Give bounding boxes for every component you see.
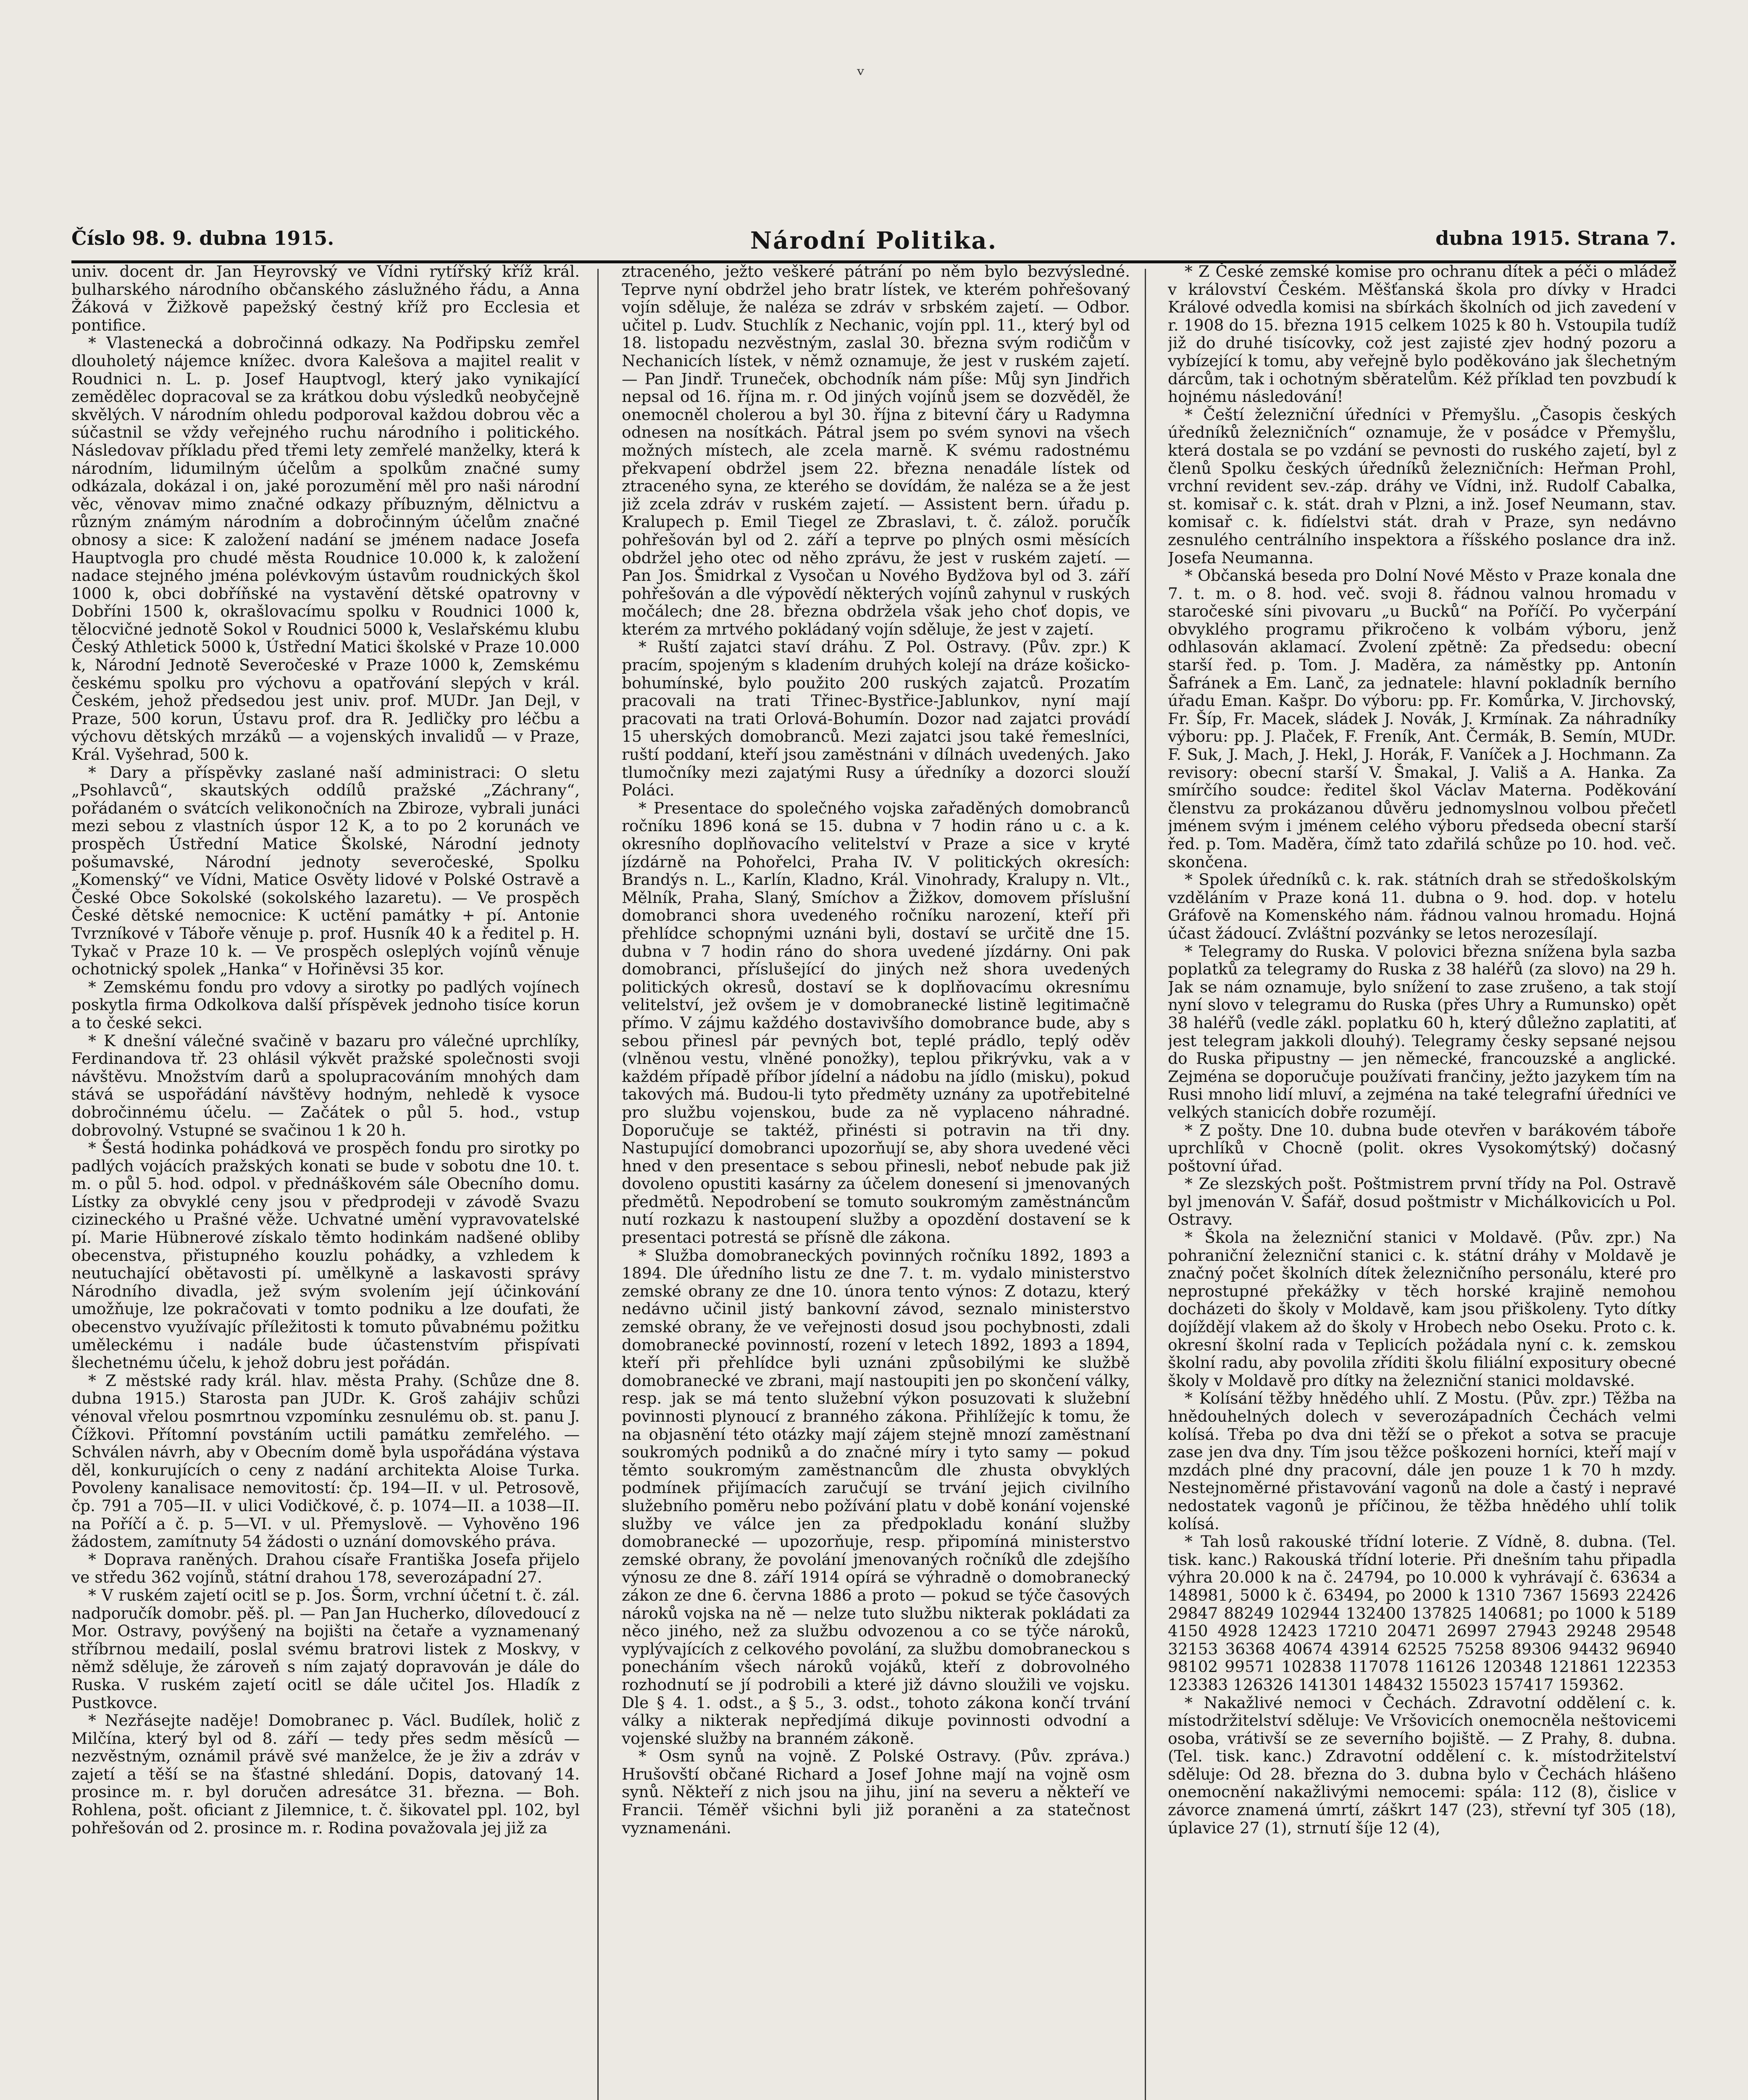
article-paragraph: * Služba domobraneckých povinných ročníku 1892, 1893 a 1894. Dle úředního listu ze dne 7. t. m. vydalo ministerstvo zemské obrany ze dne 10. února tento výnos: Z dotazu, který nedávno učinil jistý bankovní závod, seznalo ministerstvo zemské obrany, že ve veřejnosti dosud jsou pochybnosti, zdali domobranecké povinností, rození v letech 1892, 1893 a 1894, kteří při přehlídce byli uznáni způsobilými ke službě domobranecké ve zbrani, mají nastoupiti jen po skončení války, resp. jak se má tento služební výkon posuzovati k služební povinnosti plynoucí z branného zákona. Přihlížejíc k tomu, že na objasnění této otázky mají zájem stejně mnozí zaměstnaní soukromých podniků a do značné míry i tyto samy — pokud těmto soukromým zaměstnancům dle zhusta obvyklých podmínek přijímacích zaručují se trvání jejich civilního služebního poměru nebo požívání platu v době konání vojenské služby ve válce jen za předpokladu konání služby domobranecké — upozorňuje, resp. připomíná ministerstvo zemské obrany, že povolání jmenovaných ročníků dle zdejšího výnosu ze dne 8. září 1914 opírá se výhradně o domobranecký zákon ze dne 6. června 1886 a proto — pokud se týče časových nároků vojska na ně — nelze tuto službu nikterak pokládati za něco jiného, než za službu odvozenou a co se týče nároků, vyplývajících z celkového povolání, za službu domobraneckou s ponecháním všech nároků vojáků, kteří z dobrovolného rozhodnutí se jí podrobili a které již dávno sloužili ve vojsku. Dle § 4. 1. odst., a § 5., 3. odst., tohoto zákona končí trvání války a nikterak nepředjímá dikuje povinnosti odvodní a vojenské služby na branném zákoně. [622, 1246, 1130, 1748]
article-paragraph: * Z pošty. Dne 10. dubna bude otevřen v barákovém táboře uprchlíků v Chocně (polit. okres Vysokomýtský) dočasný poštovní úřad. [1168, 1121, 1676, 1175]
column-divider [597, 269, 599, 2100]
article-paragraph: * Šestá hodinka pohádková ve prospěch fondu pro sirotky po padlých vojácích pražských konati se bude v sobotu dne 10. t. m. o půl 5. hod. odpol. v přednáškovém sále Obecního domu. Lístky za obvyklé ceny jsou v předprodeji v závodě Svazu cizineckého u Prašné věže. Uchvatné umění vypravovatelské pí. Marie Hübnerové získalo těmto hodinkám nadšené obliby obecenstva, přistupného kouzlu pohádky, a vzhledem k neutuchající obětavosti pí. umělkyně a laskavosti správy Národního divadla, jež svým svolením její účinkování umožňuje, lze pokračovati v tomto podniku a lze doufati, že obecenstvo využívajíc příležitosti k tomuto půvabnému požitku uměleckému i nadále bude účastenstvím přispívati šlechetnému účelu, k jehož dobru jest pořádán. [71, 1139, 580, 1372]
masthead-title: Národní Politika. [750, 227, 998, 255]
article-paragraph: univ. docent dr. Jan Heyrovský ve Vídni rytířský kříž král. bulharského národního občanského záslužného řádu, a Anna Žáková v Žižkově papežský čestný kříž pro Ecclesia et pontifice. [71, 262, 580, 334]
article-paragraph: * Dary a příspěvky zaslané naší administraci: O sletu „Psohlavců“, skautských oddílů pražské „Záchrany“, pořádaném o svátcích velikonočních na Zbiroze, vybrali junáci mezi sebou z vlastních úspor 12 K, a to po 2 korunách ve prospěch Ústřední Matice Školské, Národní jednoty pošumavské, Národní jednoty severočeské, Spolku „Komenský“ ve Vídni, Matice Osvěty lidové v Polské Ostravě a České Obce Sokolské (sokolského lazaretu). — Ve prospěch České dětské nemocnice: K uctění památky + pí. Antonie Tvrzníkové v Táboře věnuje p. prof. Husník 40 k a ředitel p. H. Tykač v Praze 10 k. — Ve prospěch osleplých vojínů věnuje ochotnický spolek „Hanka“ v Hořiněvsi 35 kor. [71, 763, 580, 979]
scan-mark: ᵛ [857, 63, 865, 87]
article-paragraph: * Nakažlivé nemoci v Čechách. Zdravotní oddělení c. k. místodržitelství sděluje: Ve Vršovicích onemocněla neštovicemi osoba, vrátivší se ze severního bojiště. — Z Prahy, 8. dubna. (Tel. tisk. kanc.) Zdravotní oddělení c. k. místodržitelství sděluje: Od 28. března do 3. dubna bylo v Čechách hlášeno onemocnění nakažlivými nemocemi: spála: 112 (8), čislice v závorce znamená úmrtí, záškrt 147 (23), střevní tyf 305 (18), úplavice 27 (1), strnutí šíje 12 (4), [1168, 1693, 1676, 1837]
page-number: dubna 1915. Strana 7. [1435, 227, 1676, 249]
article-paragraph: * Osm synů na vojně. Z Polské Ostravy. (Pův. zpráva.) Hrušovští občané Richard a Josef Johne mají na vojně osm synů. Někteří z nich jsou na jihu, jiní na severu a někteří ve Francii. Téměř všichni byli již poraněni a za statečnost vyznamenáni. [622, 1747, 1130, 1837]
article-paragraph: * Ze slezských pošt. Poštmistrem první třídy na Pol. Ostravě byl jmenován V. Šafář, dosud poštmistr v Michálkovicích u Pol. Ostravy. [1168, 1174, 1676, 1229]
article-paragraph: * Ruští zajatci staví dráhu. Z Pol. Ostravy. (Pův. zpr.) K pracím, spojeným s kladením druhých kolejí na dráze košicko-bohumínské, bylo použito 200 ruských zajatců. Prozatím pracovali na trati Třinec-Bystřice-Jablunkov, nyní mají pracovati na trati Orlová-Bohumín. Dozor nad zajatci provádí 15 uherských domobranců. Mezi zajatci jsou také řemeslníci, ruští poddaní, kteří jsou zaměstnáni v dílnách uvedených. Jako tlumočníky mezi zajatými Rusy a úředníky a dozorci slouží Poláci. [622, 638, 1130, 800]
article-paragraph: * Škola na železniční stanici v Moldavě. (Pův. zpr.) Na pohraniční železniční stanici c. k. státní dráhy v Moldavě je značný počet školních dítek železničního personálu, které pro neprostupné překážky v těch horské krajině nemohou docházeti do školy v Moldavě, kam jsou přiškoleny. Tyto dítky dojíždějí vlakem až do školy v Hrobech nebo Oseku. Proto c. k. okresní školní rada v Teplicích požádala nyní c. k. zemskou školní radu, aby povolila zříditi školu filiální expositury obecné školy v Moldavě pro dítky na železniční stanici moldavské. [1168, 1228, 1676, 1390]
article-paragraph: * Nezřásejte naděje! Domobranec p. Václ. Budílek, holič z Milčína, který byl od 8. září — tedy přes sedm měsíců — nezvěstným, oznámil právě své manželce, že je živ a zdráv v zajetí a těší se na šťastné shledání. Dopis, datovaný 14. prosince m. r. byl doručen adresátce 31. března. — Boh. Rohlena, pošt. oficiant z Jilemnice, t. č. šikovatel ppl. 102, byl pohřešován od 2. prosince m. r. Rodina považovala jej již za [71, 1711, 580, 1837]
article-paragraph: * Telegramy do Ruska. V polovici března snížena byla sazba poplatků za telegramy do Ruska z 38 haléřů (za slovo) na 29 h. Jak se nám oznamuje, bylo snížení to zase zrušeno, a tak stojí nyní slovo v telegramu do Ruska (přes Uhry a Rumunsko) opět 38 haléřů (vedle zákl. poplatku 60 h, který důležno zaplatiti, ať jest telegram jakkoli dlouhý). Telegramy česky sepsané nejsou do Ruska připustny — jen německé, francouzské a anglické. Zejména se doporučuje používati frančiny, ježto jazykem tím na Rusi mnoho lidí mluví, a zejména na také telegrafní úředníci ve velkých stanicích dobře rozumějí. [1168, 942, 1676, 1121]
page-header [71, 227, 1676, 263]
article-paragraph: * Tah losů rakouské třídní loterie. Z Vídně, 8. dubna. (Tel. tisk. kanc.) Rakouská třídní loterie. Při dnešním tahu připadla výhra 20.000 k na č. 24794, po 10.000 k vyhrávají č. 63634 a 148981, 5000 k č. 63494, po 2000 k 1310 7367 15693 22426 29847 88249 102944 132400 137825 140681; po 1000 k 5189 4150 4928 12423 17210 20471 26997 27943 29248 29548 32153 36368 40674 43914 62525 75258 89306 94432 96940 98102 99571 102838 117078 116126 120348 121861 122353 123383 126326 141301 148432 155023 157417 159362. [1168, 1532, 1676, 1694]
column-divider [1145, 269, 1146, 2100]
issue-number: Číslo 98. 9. dubna 1915. [71, 227, 334, 249]
article-paragraph: * Zemskému fondu pro vdovy a sirotky po padlých vojínech poskytla firma Odkolkova další příspěvek jednoho tisíce korun a to české sekci. [71, 977, 580, 1032]
article-paragraph: * Doprava raněných. Drahou císaře Františka Josefa přijelo ve středu 362 vojínů, státní drahou 178, severozápadní 27. [71, 1550, 580, 1587]
article-column-2 [622, 262, 1130, 2100]
article-paragraph: * K dnešní válečné svačině v bazaru pro válečné uprchlíky, Ferdinandova tř. 23 ohlásil výkvět pražské společnosti svoji návštěvu. Množstvím darů a spolupracováním mnohých dam stává se uspořádání návštěvy hodným, nehledě k vysoce dobročinnému účelu. — Začátek o půl 5. hod., vstup dobrovolný. Vstupné se svačinou 1 k 20 h. [71, 1031, 580, 1139]
article-column-1 [71, 262, 580, 2100]
article-column-3 [1168, 262, 1676, 2100]
article-paragraph: * Presentace do společného vojska zařaděných domobranců ročníku 1896 koná se 15. dubna v 7 hodin ráno u c. a k. okresního doplňovacího velitelství v Praze a sice v kryté jízdárně na Pohořelci, Praha IV. V politických okresích: Brandýs n. L., Karlín, Kladno, Král. Vinohrady, Kralupy n. Vlt., Mělník, Praha, Slaný, Smíchov a Žižkov, domovem příslušní domobranci shora uvedeného ročníku narození, kteří při přehlídce schopnými uznáni byli, dostaví se určitě dne 15. dubna v 7 hodin ráno do shora uvedené jízdárny. Oni pak domobranci, příslušející do jiných než shora uvedených politických okresů, dostaví se k doplňovacímu okresnímu velitelství, jež ovšem je v domobranecké listině legitimačně přímo. V zájmu každého dostavivšího domobrance bude, aby s sebou přinesl pár pevných bot, teplé prádlo, teplý oděv (vlněnou vestu, vlněné ponožky), teplou přikrývku, vak a v každém případě příbor jídelní a nádobu na jídlo (misku), pokud takových má. Budou-li tyto předměty uznány za upotřebitelné pro službu vojenskou, bude za ně vyplaceno náhradné. Doporučuje se taktéž, přinésti si potravin na tři dny. Nastupující domobranci upozorňují se, aby shora uvedené věci hned v den presentace s sebou přinesli, neboť nebude pak již dovoleno opustiti kasárny za účelem donesení si jmenovaných předmětů. Nepodrobení se tomuto soukromým zaměstnáncům nutí rozkazu k nastoupení služby a opozdění dostavení se k presentaci potrestá se přísně dle zákona. [622, 798, 1130, 1247]
article-paragraph: * Vlastenecká a dobročinná odkazy. Na Podřipsku zemřel dlouholetý nájemce knížec. dvora Kalešova a majitel realit v Roudnici n. L. p. Josef Hauptvogl, který jako vynikající zemědělec dopracoval se za krátkou dobu výsledků neobyčejně skvělých. V národním ohledu podporoval každou dobrou věc a súčastnil se vždy veřejného ruchu národního i politického. Následovav příkladu před třemi lety zemřelé manželky, která k národním, lidumilným účelům a spolkům značné sumy odkázala, dokázal i on, jaké porozumění měl pro naši národní věc, věnovav mimo značné odkazy příbuzným, dělnictvu a různým známým národním a dobročinným účelům značné obnosy a sice: K založení nadání se jménem nadace Josefa Hauptvogla pro chudé města Roudnice 10.000 k, k založení nadace stejného jména polévkovým ústavům roudnických škol 1000 k, obci dobříňské na vystavění dětské opatrovny v Dobříni 1500 k, okrašlovacímu spolku v Roudnici 1000 k, tělocvičné jednotě Sokol v Roudnici 5000 k, Veslařskému klubu Český Athletick 5000 k, Ústřední Matici školské v Praze 10.000 k, Národní Jednotě Severočeské v Praze 1000 k, Zemskému českému spolku pro výchovu a opatřování slepých v král. Českém, jehož předsedou jest univ. prof. MUDr. Jan Dejl, v Praze, 500 korun, Ústavu prof. dra R. Jedličky pro léčbu a výchovu dětských mrzáků — a vojenských invalidů — v Praze, Král. Vyšehrad, 500 k. [71, 333, 580, 764]
article-paragraph: * Kolísání těžby hnědého uhlí. Z Mostu. (Pův. zpr.) Těžba na hnědouhelných dolech v severozápadních Čechách velmi kolísá. Třeba po dva dni těží se o překot a sotva se pracuje zase jen dva dny. Tím jsou těžce poškozeni horníci, kteří mají v mzdách plné dny pracovní, dále jen pouze 1 k 70 h mzdy. Nestejnoměrné přistavování vagonů na dole a častý i nepravé nedostatek vagonů je příčinou, že těžba hnědého uhlí tolik kolísá. [1168, 1389, 1676, 1533]
article-paragraph: * Čeští železniční úředníci v Přemyšlu. „Časopis českých úředníků železničních“ oznamuje, že v posádce v Přemyšlu, která dostala se po vzdání se pevnosti do ruského zajetí, byl z členů Spolku českých úředníků železničních: Heřman Prohl, vrchní revident sev.-záp. dráhy ve Vídni, inž. Rudolf Cabalka, st. komisař c. k. stát. drah v Plzni, a inž. Josef Neumann, stav. komisař c. k. fidíelstvi stát. drah v Praze, syn nedávno zesnulého centrálního inspektora a říšského poslance dra inž. Josefa Neumanna. [1168, 405, 1676, 567]
article-paragraph: * Z České zemské komise pro ochranu dítek a péči o mládež v království Českém. Měšťanská škola pro dívky v Hradci Králové odvedla komisi na sbírkách školních od jich zavedení v r. 1908 do 15. března 1915 celkem 1025 k 80 h. Vstoupila tudíž již do druhé tisícovky, což jest zajisté zjev hodný pozoru a vybízející k tomu, aby veřejně bylo poděkováno jak šlechetným dárcům, tak i ochotným sběratelům. Kéž příklad ten povzbudí k hojnému následování! [1168, 262, 1676, 406]
article-paragraph: * V ruském zajetí ocitl se p. Jos. Šorm, vrchní účetní t. č. zál. nadporučík domobr. pěš. pl. — Pan Jan Hucherko, dílovedoucí z Mor. Ostravy, povýšený na bojišti na četaře a vyznamenaný stříbrnou medailí, poslal svému bratrovi listek z Moskvy, v němž sděluje, že zároveň s ním zajatý dopravován je dále do Ruska. V ruském zajetí ocitl se dále učitel Jos. Hladík z Pustkovce. [71, 1586, 580, 1712]
article-paragraph: * Spolek úředníků c. k. rak. státních drah se středoškolským vzděláním v Praze koná 11. dubna o 9. hod. dop. v hotelu Gráfově na Komenského nám. řádnou valnou hromadu. Hojná účast žádoucí. Zvláštní pozvánky se letos nerozesílají. [1168, 870, 1676, 942]
article-paragraph: * Občanská beseda pro Dolní Nové Město v Praze konala dne 7. t. m. o 8. hod. več. svoji 8. řádnou valnou hromadu v staročeské síni pivovaru „u Bucků“ na Poříčí. Po vyčerpání obvyklého programu přikročeno k volbám výboru, jenž odhlasován aklamací. Zvolení zpětně: Za předsedu: obecní starší řed. p. Tom. J. Maděra, za náměstky pp. Antonín Šafránek a Em. Lanč, za jednatele: hlavní pokladník berního úřadu Eman. Kašpr. Do výboru: pp. Fr. Komůrka, V. Jirchovský, Fr. Šíp, Fr. Macek, sládek J. Novák, J. Krmínak. Za náhradníky výboru: pp. J. Plaček, F. Freník, Ant. Čermák, B. Semín, MUDr. F. Suk, J. Mach, J. Hekl, J. Horák, F. Vaníček a J. Hochmann. Za revisory: obecní starší V. Šmakal, J. Vališ a A. Hanka. Za smírčího soudce: ředitel škol Václav Materna. Poděkování členstvu za prokázanou důvěru jednomyslnou volbou přečetl jménem svým i jménem celého výboru předseda obecní starší řed. p. Tom. Maděra, čímž tato zdařilá schůze po 10. hod. več. skončena. [1168, 566, 1676, 871]
article-paragraph: * Z městské rady král. hlav. města Prahy. (Schůze dne 8. dubna 1915.) Starosta pan JUDr. K. Groš zahájiv schůzi vénoval vřelou posmrtnou vzpomínku zesnulému ob. st. panu J. Čížkovi. Přítomní povstáním uctili památku zemřelého. — Schválen návrh, aby v Obecním domě byla uspořádána výstava děl, konkurujících o ceny z nadání architekta Aloise Turka. Povoleny kanalisace nemovitostí: čp. 194—II. v ul. Petrosově, čp. 791 a 705—II. v ulici Vodičkové, č. p. 1074—II. a 1038—II. na Poříčí a č. p. 5—VI. v ul. Přemyslově. — Vyhověno 196 žádostem, zamítnuty 54 žádosti o uznání domovského práva. [71, 1371, 580, 1551]
article-paragraph: ztraceného, ježto veškeré pátrání po něm bylo bezvýsledné. Teprve nyní obdržel jeho bratr lístek, ve kterém pohřešovaný vojín sděluje, že naléza se zdráv v srbském zajetí. — Odbor. učitel p. Ludv. Stuchlík z Nechanic, vojín ppl. 11., který byl od 18. listopadu nezvěstným, zaslal 30. března svým rodičům v Nechanicích lístek, v němž oznamuje, že jest v ruském zajetí. — Pan Jindř. Truneček, obchodník nám píše: Můj syn Jindřich nepsal od 16. října m. r. Od jiných vojínů jsem se dozvěděl, že onemocněl cholerou a byl 30. října z bitevní čáry u Radymna odnesen na nosítkách. Pátral jsem po svém synovi na všech možných místech, ale zcela marně. K svému radostnému překvapení obdržel jsem 22. března nenadále lístek od ztraceného syna, ze kterého se dovídám, že naléza se a že jest již zcela zdráv v ruském zajetí. — Assistent bern. úřadu p. Kralupech p. Emil Tiegel ze Zbraslavi, t. č. zálož. poručík pohřešován byl od 2. září a teprve po plných osmi měsících obdržel jeho otec od něho zprávu, že jest v ruském zajetí. — Pan Jos. Šmidrkal z Vysočan u Nového Bydžova byl od 3. září pohřešován a dle výpovědí některých vojínů zahynul v ruských močálech; dne 28. března obdržela však jeho choť dopis, ve kterém za mrtvého pokládaný vojín sděluje, že jest v zajetí. [622, 262, 1130, 638]
